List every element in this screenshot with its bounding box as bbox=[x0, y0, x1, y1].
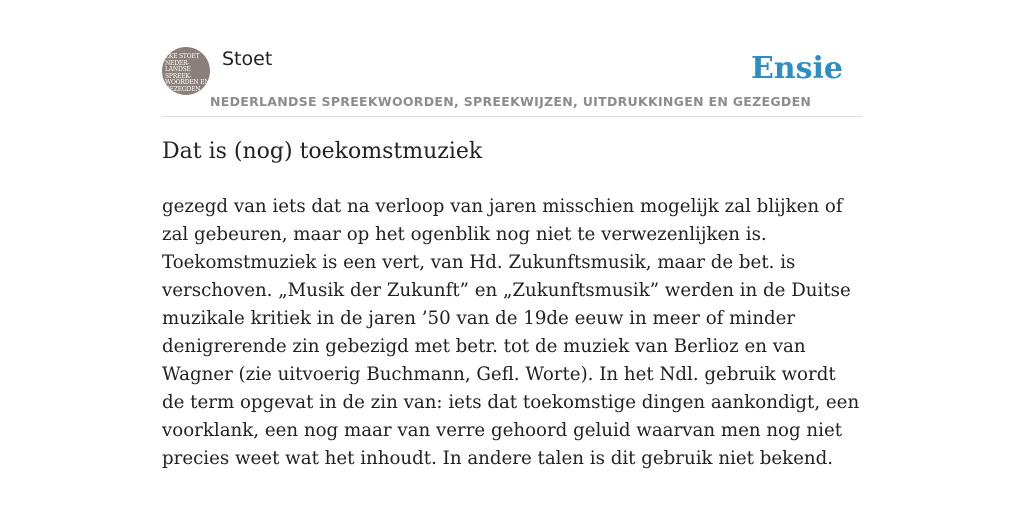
source-avatar[interactable] bbox=[162, 47, 210, 95]
avatar-book-cover-text: LKE STOET NEDER- LANDSE SPREEK- WOORDEN EN GEZEGDEN bbox=[165, 53, 210, 93]
source-subtitle: NEDERLANDSE SPREEKWOORDEN, SPREEKWIJZEN, UITDRUKKINGEN EN GEZEGDEN bbox=[210, 94, 812, 109]
entry-definition: gezegd van iets dat na verloop van jaren misschien mogelijk zal blijken of zal gebeuren, maar op het ogenblik nog niet te verwezenlijken is. Toekomstmuziek is een vert, van Hd. Zukunftsmusik, maar de bet. is verschoven. „Musik der Zukunft” en „Zukunftsmusik” werden in de Duitse muzikale kritiek in de jaren ’50 van de 19de eeuw in meer of minder denigrerende zin gebezigd met betr. tot de muziek van Berlioz en van Wagner (zie uitvoerig Buchmann, Gefl. Worte). In het Ndl. gebruik wordt de term opgevat in de zin van: iets dat toekomstige dingen aankondigt, een voorklank, een nog maar van verre gehoord geluid waarvan men nog niet precies weet wat het inhoudt. In andere talen is dit gebruik niet bekend. bbox=[162, 196, 860, 469]
brand-logo[interactable]: Ensie bbox=[750, 51, 843, 86]
source-header bbox=[162, 44, 862, 117]
source-author[interactable]: Stoet bbox=[222, 48, 273, 70]
entry-title: Dat is (nog) toekomstmuziek bbox=[162, 139, 483, 164]
